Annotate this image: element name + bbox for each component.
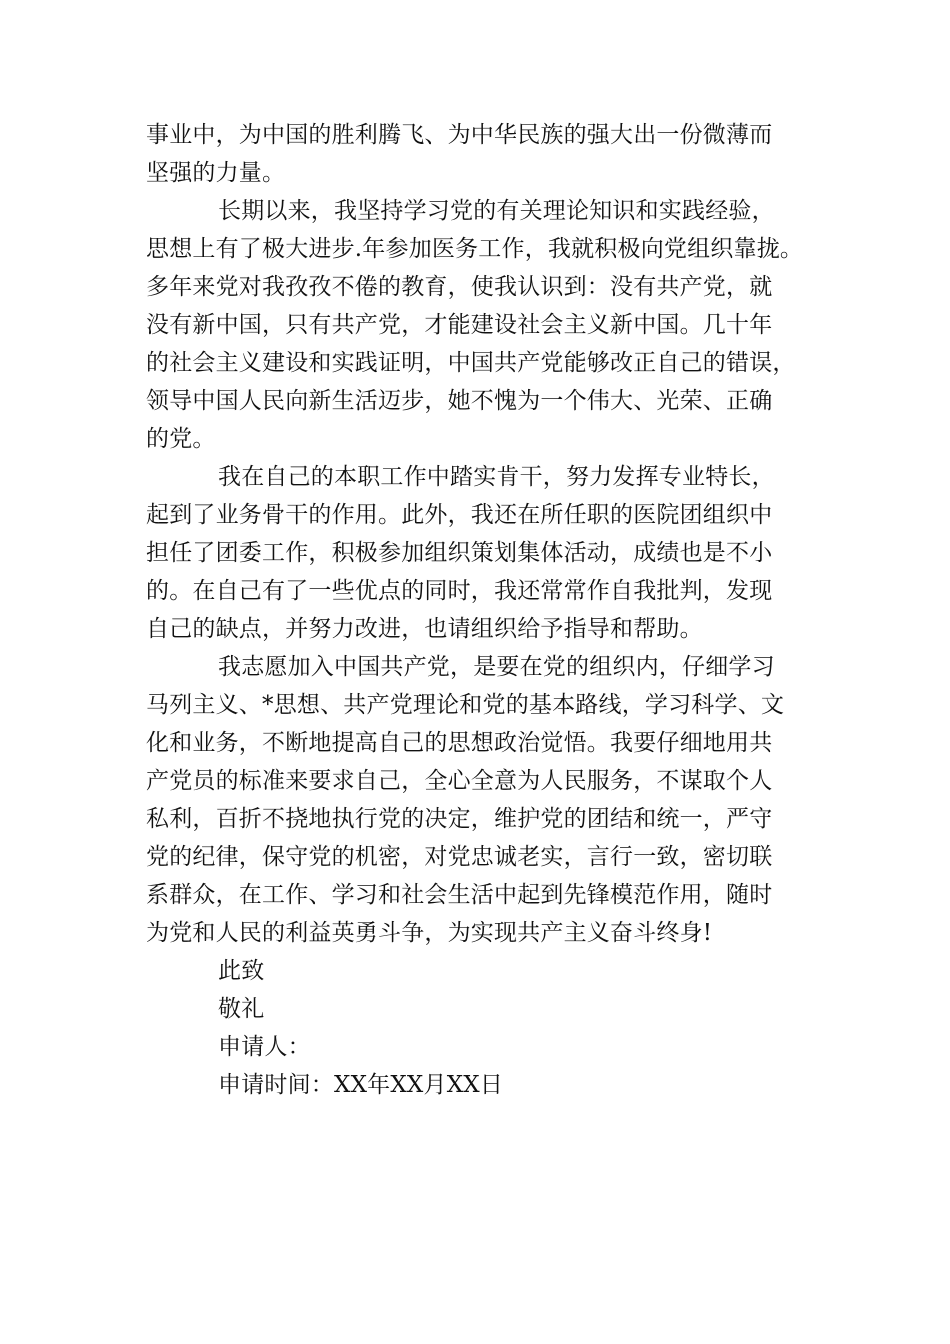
document-page [146,116,826,1104]
text-line: 起到了业务骨干的作用。此外，我还在所任职的医院团组织中 [146,502,773,528]
text-line: 化和业务，不断地提高自己的思想政治觉悟。我要仔细地用共 [146,730,773,756]
applicant-label: 申请人： [218,1034,311,1060]
text-line: 系群众，在工作、学习和社会生活中起到先锋模范作用，随时 [146,882,773,908]
paragraph-pledge [146,648,826,952]
letter-closing [146,952,826,1104]
text-line: 私利，百折不挠地执行党的决定，维护党的团结和统一，严守 [146,806,773,832]
text-line: 坚强的力量。 [146,160,286,186]
text-line: 自己的缺点，并努力改进，也请组织给予指导和帮助。 [146,616,703,642]
text-line: 领导中国人民向新生活迈步，她不愧为一个伟大、光荣、正确 [146,388,773,414]
paragraph-work [146,458,826,648]
text-line: 担任了团委工作，积极参加组织策划集体活动，成绩也是不小 [146,540,773,566]
application-date: 申请时间：XX年XX月XX日 [218,1072,504,1098]
text-line: 我在自己的本职工作中踏实肯干，努力发挥专业特长， [218,464,775,490]
text-line: 事业中，为中国的胜利腾飞、为中华民族的强大出一份微薄而 [146,122,773,148]
text-line: 产党员的标准来要求自己，全心全意为人民服务，不谋取个人 [146,768,773,794]
text-line: 马列主义、*思想、共产党理论和党的基本路线，学习科学、文 [146,692,785,718]
salutation: 此致 [218,958,265,984]
text-line: 党的纪律，保守党的机密，对党忠诚老实，言行一致，密切联 [146,844,773,870]
regards: 敬礼 [218,996,265,1022]
text-line: 为党和人民的利益英勇斗争，为实现共产主义奋斗终身! [146,920,713,946]
text-line: 我志愿加入中国共产党，是要在党的组织内，仔细学习 [218,654,775,680]
text-line: 的社会主义建设和实践证明，中国共产党能够改正自己的错误， [146,350,796,376]
text-line: 长期以来，我坚持学习党的有关理论知识和实践经验， [218,198,775,224]
text-line: 的。在自己有了一些优点的同时，我还常常作自我批判，发现 [146,578,773,604]
text-line: 多年来党对我孜孜不倦的教育，使我认识到：没有共产党，就 [146,274,773,300]
text-line: 没有新中国，只有共产党，才能建设社会主义新中国。几十年 [146,312,773,338]
paragraph-continuation [146,116,826,192]
paragraph-study [146,192,826,458]
text-line: 的党。 [146,426,216,452]
text-line: 思想上有了极大进步.年参加医务工作，我就积极向党组织靠拢。 [146,236,804,262]
